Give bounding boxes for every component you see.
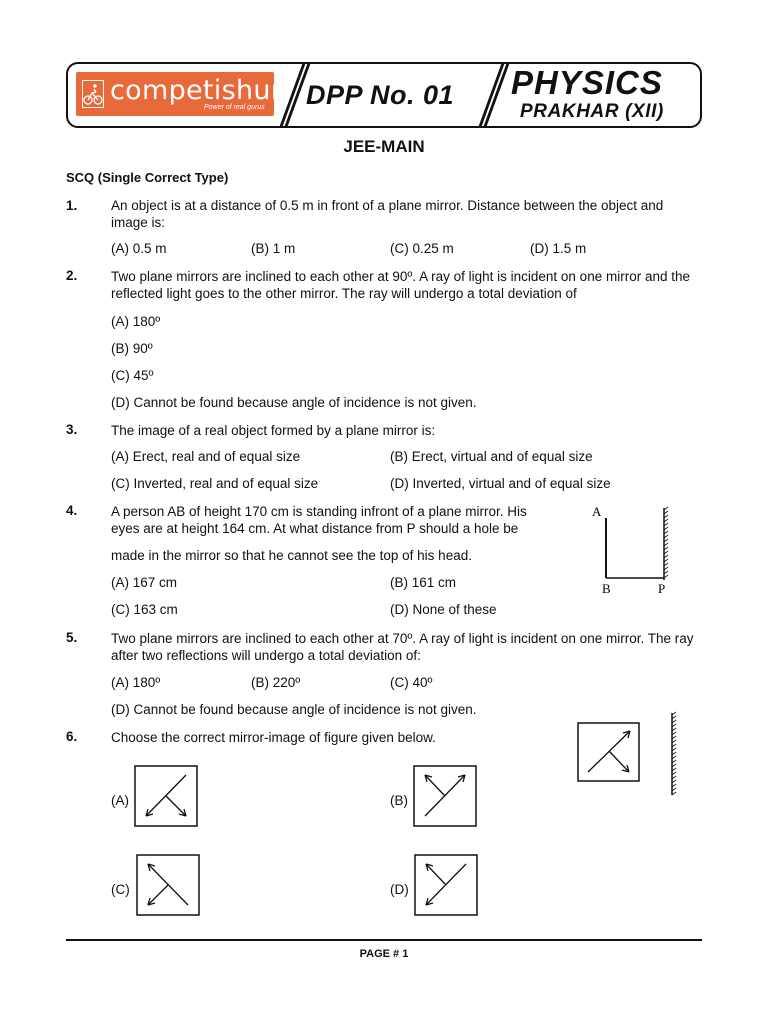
option-d-label: (D): [390, 882, 409, 897]
question-text: The image of a real object formed by a plane mirror is:: [111, 423, 436, 438]
option-d: (D) Inverted, virtual and of equal size: [390, 476, 611, 491]
option-b: (B) 220º: [251, 675, 301, 690]
option-b-figure: [413, 765, 477, 827]
option-c: (C) 0.25 m: [390, 241, 454, 256]
option-c-figure: [136, 854, 200, 916]
logo-tagline: Power of real gurus: [204, 104, 265, 111]
question-text: An object is at a distance of 0.5 m in front of a plane mirror. Distance between the object and image is:: [111, 198, 664, 230]
question-number: 6.: [66, 729, 78, 744]
person-mirror-figure: [586, 500, 676, 598]
option-b: (B) Erect, virtual and of equal size: [390, 449, 593, 464]
cyclist-icon: [82, 80, 104, 108]
question-number: 5.: [66, 630, 78, 645]
section-title: JEE-MAIN: [343, 137, 425, 156]
question-number: 2.: [66, 268, 78, 283]
option-d: (D) Cannot be found because angle of incidence is not given.: [111, 395, 477, 410]
figure-label-a: A: [592, 504, 602, 519]
question-text-line: made in the mirror so that he cannot see the top of his head.: [111, 548, 472, 563]
logo-name: competishun: [110, 75, 289, 106]
question-number: 3.: [66, 422, 78, 437]
option-a-label: (A): [111, 793, 129, 808]
page-number: PAGE # 1: [359, 948, 409, 960]
option-c: (C) 40º: [390, 675, 433, 690]
option-b: (B) 161 cm: [390, 575, 457, 590]
option-a: (A) 167 cm: [111, 575, 178, 590]
footer-rule: [66, 939, 702, 941]
subject-title: PHYSICS: [511, 64, 663, 101]
option-d: (D) 1.5 m: [530, 241, 587, 256]
dpp-number: DPP No. 01: [306, 80, 455, 110]
question-number: 1.: [66, 198, 78, 213]
option-d-figure: [414, 854, 478, 916]
figure-label-p: P: [658, 581, 666, 596]
option-c: (C) Inverted, real and of equal size: [111, 476, 319, 491]
option-c: (C) 163 cm: [111, 602, 178, 617]
option-a: (A) 0.5 m: [111, 241, 167, 256]
option-d: (D) None of these: [390, 602, 497, 617]
option-a: (A) 180º: [111, 675, 161, 690]
question-number: 4.: [66, 503, 78, 518]
course-title: PRAKHAR (XII): [520, 101, 664, 122]
option-b: (B) 90º: [111, 341, 153, 356]
question-text: Choose the correct mirror-image of figure given below.: [111, 730, 436, 745]
option-d: (D) Cannot be found because angle of incidence is not given.: [111, 702, 477, 717]
given-figure-with-mirror: [576, 711, 686, 797]
subsection-title: SCQ (Single Correct Type): [66, 170, 229, 185]
question-text: Two plane mirrors are inclined to each other at 70º. A ray of light is incident on one mirror. The ray after two reflections will undergo a total deviation of:: [111, 631, 694, 663]
question-text-line: eyes are at height 164 cm. At what distance from P should a hole be: [111, 521, 519, 536]
option-b: (B) 1 m: [251, 241, 296, 256]
question-text-line: A person AB of height 170 cm is standing infront of a plane mirror. His: [111, 504, 527, 519]
option-c: (C) 45º: [111, 368, 154, 383]
question-text: Two plane mirrors are inclined to each other at 90º. A ray of light is incident on one mirror and the reflected light goes to the other mirror. The ray will undergo a total deviation of: [111, 269, 690, 301]
competishun-logo: [76, 72, 289, 116]
option-b-label: (B): [390, 793, 408, 808]
option-a: (A) Erect, real and of equal size: [111, 449, 301, 464]
option-a-figure: [134, 765, 198, 827]
option-a: (A) 180º: [111, 314, 161, 329]
option-c-label: (C): [111, 882, 130, 897]
figure-label-b: B: [602, 581, 611, 596]
